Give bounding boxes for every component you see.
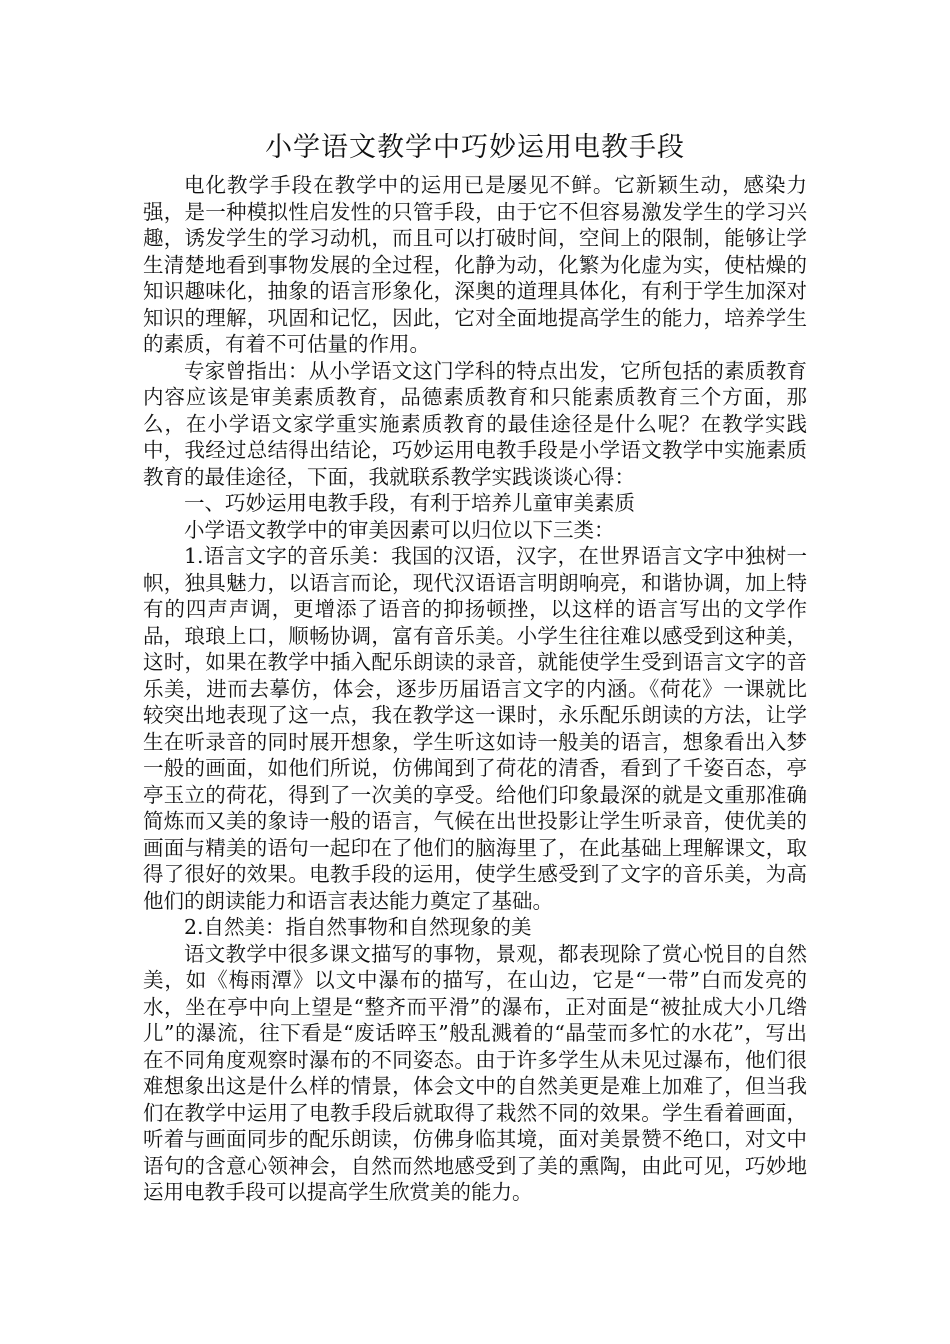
document-page	[143, 128, 807, 1206]
document-title: 小学语文教学中巧妙运用电教手段	[265, 132, 685, 163]
section-heading-1: 一、巧妙运用电教手段，有利于培养儿童审美素质	[184, 491, 635, 515]
subheading-natural-beauty: 2.自然美：指自然事物和自然现象的美	[184, 915, 532, 939]
paragraph-natural-beauty: 语文教学中很多课文描写的事物，景观，都表现除了赏心悦目的自然美，如《梅雨潭》以文中瀑布的描写，在山边，它是“一带”白而发亮的水，坐在亭中向上望是“整齐而平滑”的瀑布，正对面是“被扯成大小几绺儿”的瀑流，往下看是“废话晬玉”般乱溅着的“晶莹而多忙的水花”，写出在不同角度观察时瀑布的不同姿态。由于许多学生从未见过瀑布，他们很难想象出这是什么样的情景，体会文中的自然美更是难上加难了，但当我们在教学中运用了电教手段后就取得了栽然不同的效果。学生看着画面，听着与画面同步的配乐朗读，仿佛身临其境，面对美景赞不绝口，对文中语句的含意心领神会，自然而然地感受到了美的熏陶，由此可见，巧妙地运用电教手段可以提高学生欣赏美的能力。	[143, 941, 807, 1204]
paragraph-categories: 小学语文教学中的审美因素可以归位以下三类：	[184, 517, 615, 542]
paragraph-music-beauty: 1.语言文字的音乐美：我国的汉语，汉字，在世界语言文字中独树一帜，独具魅力，以语言而论，现代汉语语言明朗响亮，和谐协调，加上特有的四声声调，更增添了语音的抑扬顿挫，以这样的语言写出的文学作品，琅琅上口，顺畅协调，富有音乐美。小学生往往难以感受到这种美，这时，如果在教学中插入配乐朗读的录音，就能使学生受到语言文字的音乐美，进而去摹仿，体会，逐步历届语言文字的内涵。《荷花》一课就比较突出地表现了这一点，我在教学这一课时，永乐配乐朗读的方法，让学生在听录音的同时展开想象，学生听这如诗一般美的语言，想象看出入梦一般的画面，如他们所说，仿佛闻到了荷花的清香，看到了千姿百态，亭亭玉立的荷花，得到了一次美的享受。给他们印象最深的就是文重那准确简炼而又美的象诗一般的语言，气候在出世投影让学生听录音，使优美的画面与精美的语句一起印在了他们的脑海里了，在此基础上理解课文，取得了很好的效果。电教手段的运用，使学生感受到了文字的音乐美，为高他们的朗读能力和语言表达能力奠定了基础。	[143, 544, 807, 913]
paragraph-intro: 电化教学手段在教学中的运用已是屡见不鲜。它新颖生动，感染力强，是一种模拟性启发性的只管手段，由于它不但容易激发学生的学习兴趣，诱发学生的学习动机，而且可以打破时间，空间上的限制，能够让学生清楚地看到事物发展的全过程，化静为动，化繁为化虚为实，使枯燥的知识趣味化，抽象的语言形象化，深奥的道理具体化，有利于学生加深对知识的理解，巩固和记忆，因此，它对全面地提高学生的能力，培养学生的素质，有着不可估量的作用。	[143, 173, 807, 356]
paragraph-expert: 专家曾指出：从小学语文这门学科的特点出发，它所包括的素质教育内容应该是审美素质教育，品德素质教育和只能素质教育三个方面，那么，在小学语文家学重实施素质教育的最佳途径是什么呢？在教学实践中，我经过总结得出结论，巧妙运用电教手段是小学语文教学中实施素质教育的最佳途径，下面，我就联系教学实践谈谈心得：	[143, 358, 807, 489]
